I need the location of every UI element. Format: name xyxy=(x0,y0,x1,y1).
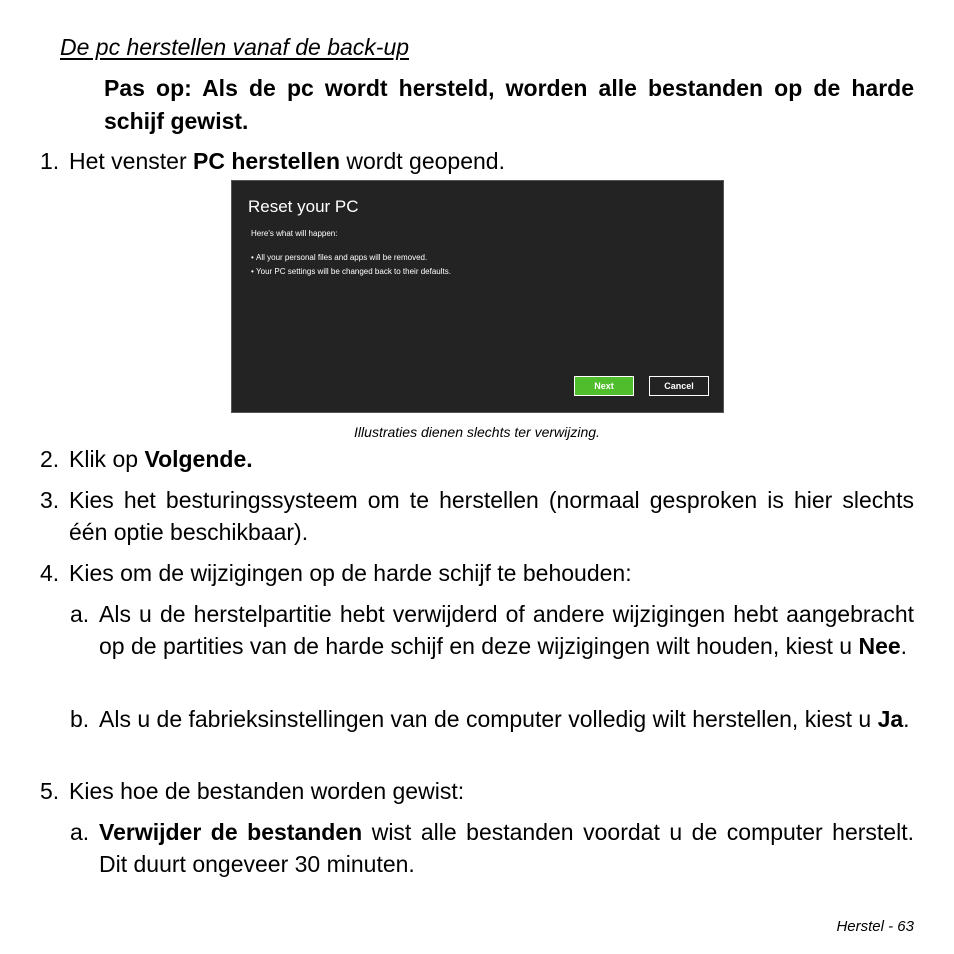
reset-subtitle: Here's what will happen: xyxy=(251,229,338,238)
next-button[interactable]: Next xyxy=(574,376,634,396)
window-name: PC herstellen xyxy=(193,148,340,174)
step-number: 2. xyxy=(40,446,60,472)
step-number: 4. xyxy=(40,560,60,586)
figure-caption: Illustraties dienen slechts ter verwijzing. xyxy=(354,424,600,440)
step-letter: a. xyxy=(70,601,90,627)
step-1: 1. Het venster PC herstellen wordt geopend. xyxy=(40,145,914,177)
step-2: 2. Klik op Volgende. xyxy=(40,443,914,475)
list-item: • Your PC settings will be changed back to their defaults. xyxy=(251,265,451,279)
step-number: 5. xyxy=(40,778,60,804)
cancel-button[interactable]: Cancel xyxy=(649,376,709,396)
step-letter: b. xyxy=(70,706,90,732)
reset-bullet-list xyxy=(251,251,451,279)
step-4a: a. Als u de herstelpartitie hebt verwijderd of andere wijzigingen hebt aangebracht op de partities van de harde schijf en deze wijzigingen wilt houden, kiest u Nee. xyxy=(70,598,914,662)
reset-pc-screenshot xyxy=(231,180,724,413)
step-5: 5. Kies hoe de bestanden worden gewist: xyxy=(40,775,914,807)
reset-title: Reset your PC xyxy=(248,197,359,216)
step-5a: a. Verwijder de bestanden wist alle bestanden voordat u de computer herstelt. Dit duurt ongeveer 30 minuten. xyxy=(70,816,914,880)
warning-text: Pas op: Als de pc wordt hersteld, worden alle bestanden op de harde schijf gewist. xyxy=(104,75,914,134)
section-heading: De pc herstellen vanaf de back-up xyxy=(60,34,410,60)
step-letter: a. xyxy=(70,819,90,845)
page-footer: Herstel - 63 xyxy=(836,918,914,935)
step-4: 4. Kies om de wijzigingen op de harde schijf te behouden: xyxy=(40,557,914,589)
list-item: • All your personal files and apps will be removed. xyxy=(251,251,451,265)
step-number: 1. xyxy=(40,148,60,174)
step-number: 3. xyxy=(40,487,60,513)
step-3: 3. Kies het besturingssysteem om te herstellen (normaal gesproken is hier slechts één optie beschikbaar). xyxy=(40,484,914,548)
step-4b: b. Als u de fabrieksinstellingen van de computer volledig wilt herstellen, kiest u Ja. xyxy=(70,703,914,735)
